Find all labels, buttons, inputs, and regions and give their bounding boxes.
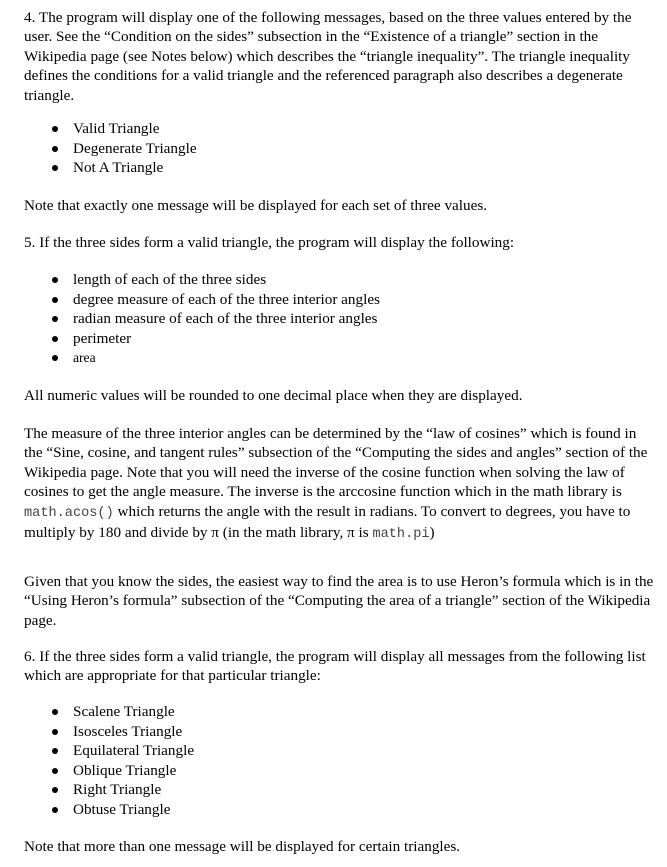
list-item: Isosceles Triangle — [24, 722, 194, 742]
angles-text-part-1: The measure of the three interior angles can be determined by the “law of cosines” which is found in the “Sine, cosine, and tangent rules” subsection of the “Computing the sides and angles” section of the Wikipedia page. Note that you will need the inverse of the cosine function when solving the law of cosines to get the angle measure. The inverse is the arccosine function which in the math library is — [24, 425, 648, 501]
section-5-rounding-note: All numeric values will be rounded to one decimal place when they are displayed. — [24, 387, 523, 404]
angles-text-part-2: which returns the angle with the result in radians. To convert to degrees, you have to multiply by 180 and divide by π (in the math library, π is — [24, 502, 631, 542]
list-item: Obtuse Triangle — [24, 800, 194, 820]
pi-code: math.pi — [372, 527, 430, 543]
acos-code: math.acos() — [24, 505, 114, 521]
section-6-intro: 6. If the three sides form a valid triangle, the program will display all messages from the following list which are appropriate for that particular triangle: — [24, 648, 646, 685]
section-5-area-paragraph: Given that you know the sides, the easiest way to find the area is to use Heron’s formula which is in the “Using Heron’s formula” subsection of the “Computing the area of a triangle” section of the Wikipedia page. — [24, 573, 654, 629]
list-item: Equilateral Triangle — [24, 741, 194, 761]
section-4-paragraph: 4. The program will display one of the following messages, based on the three values entered by the user. See the “Condition on the sides” subsection in the “Existence of a triangle” section in the Wikipedia page (see Notes below) which describes the “triangle inequality”. The triangle inequality defines the conditions for a valid triangle and the referenced paragraph also describes a degenerate triangle. — [24, 9, 632, 104]
list-item: perimeter — [24, 329, 380, 349]
section-4-note: Note that exactly one message will be displayed for each set of three values. — [24, 197, 488, 214]
list-item: degree measure of each of the three interior angles — [24, 290, 380, 310]
list-item: length of each of the three sides — [24, 270, 380, 290]
section-6-message-list — [24, 702, 194, 820]
list-item: Not A Triangle — [24, 158, 197, 178]
list-item: area — [24, 348, 380, 368]
list-item: Valid Triangle — [24, 119, 197, 139]
section-5-intro: 5. If the three sides form a valid triangle, the program will display the following: — [24, 234, 515, 251]
section-6-note: Note that more than one message will be displayed for certain triangles. — [24, 838, 461, 855]
list-item: Degenerate Triangle — [24, 139, 197, 159]
section-5-output-list — [24, 270, 380, 368]
list-item: Scalene Triangle — [24, 702, 194, 722]
list-item: Oblique Triangle — [24, 761, 194, 781]
section-5-angles-paragraph — [24, 424, 654, 544]
section-4-message-list — [24, 119, 197, 178]
list-item: Right Triangle — [24, 780, 194, 800]
list-item: radian measure of each of the three interior angles — [24, 309, 380, 329]
angles-text-closing: ) — [429, 524, 435, 542]
